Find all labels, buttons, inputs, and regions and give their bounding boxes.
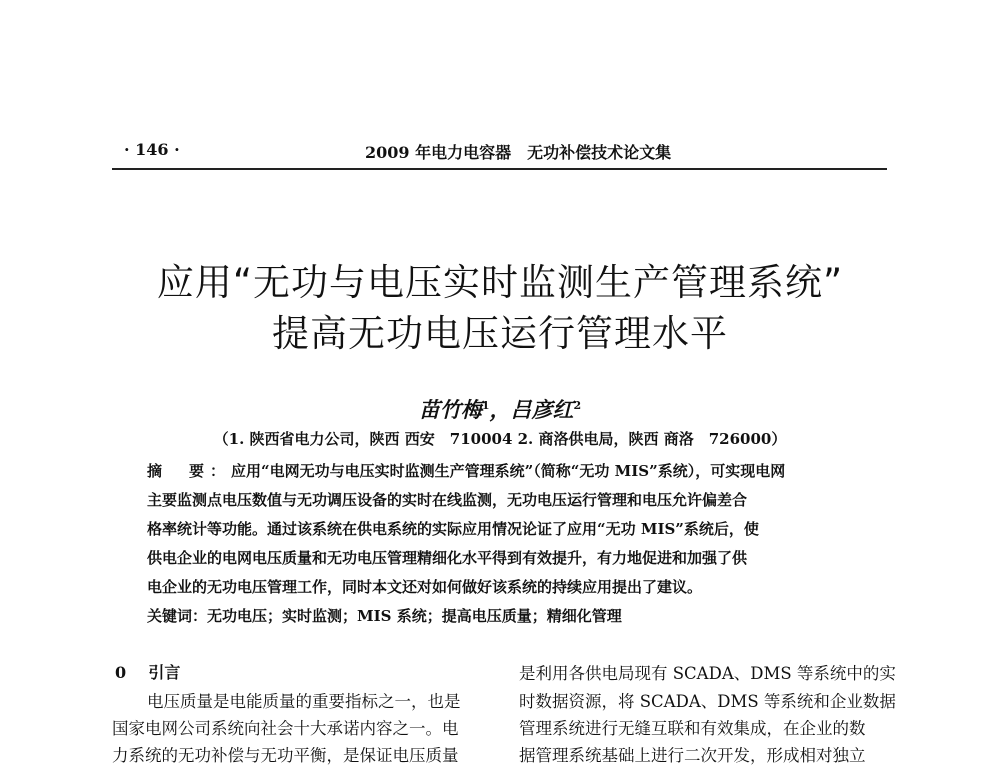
body-right-line: 据管理系统基础上进行二次开发，形成相对独立 <box>519 746 866 765</box>
abstract-line <box>147 460 887 481</box>
paper-title-line-1: 应用“无功与电压实时监测生产管理系统” <box>156 261 844 304</box>
header-rule <box>112 168 887 170</box>
abstract-line: 主要监测点电压数值与无功调压设备的实时在线监测，无功电压运行管理和电压允许偏差合 <box>147 491 748 509</box>
affiliation: （1. 陕西省电力公司，陕西 西安 710004 2. 商洛供电局，陕西 商洛 726000） <box>213 430 787 448</box>
author-2-affiliation-mark: 2 <box>573 399 582 412</box>
running-header <box>112 140 887 164</box>
page-number: · 146 · <box>124 140 180 159</box>
body-right-line: 管理系统进行无缝互联和有效集成，在企业的数 <box>519 719 866 738</box>
journal-title: 2009 年电力电容器 无功补偿技术论文集 <box>365 143 672 162</box>
section-heading <box>115 660 180 683</box>
author-1: 苗竹梅 <box>418 397 482 422</box>
paper-title-line-2: 提高无功电压运行管理水平 <box>272 312 728 355</box>
section-number: 0 <box>115 663 127 682</box>
author-separator: ， <box>489 397 511 422</box>
body-right-line: 时数据资源，将 SCADA、DMS 等系统和企业数据 <box>519 692 896 711</box>
body-left-line: 电压质量是电能质量的重要指标之一，也是 <box>147 692 461 711</box>
abstract-line: 供电企业的电网电压质量和无功电压管理精细化水平得到有效提升，有力地促进和加强了供 <box>147 549 748 567</box>
section-title: 引言 <box>148 663 181 682</box>
keywords-line <box>147 605 887 626</box>
abstract-line: 电企业的无功电压管理工作，同时本文还对如何做好该系统的持续应用提出了建议。 <box>147 578 703 596</box>
keywords-label: 关键词： <box>147 607 208 625</box>
author-line <box>0 394 1000 424</box>
abstract-label: 摘 要： <box>147 462 232 480</box>
body-right-line: 是利用各供电局现有 SCADA、DMS 等系统中的实 <box>519 664 896 683</box>
body-left-line: 国家电网公司系统向社会十大承诺内容之一。电 <box>112 719 459 738</box>
abstract-text: 应用“电网无功与电压实时监测生产管理系统”（简称“无功 MIS”系统），可实现电网 <box>231 462 786 480</box>
author-1-affiliation-mark: 1 <box>481 399 490 412</box>
author-2: 吕彦红 <box>510 397 574 422</box>
body-left-line: 力系统的无功补偿与无功平衡，是保证电压质量 <box>112 746 459 765</box>
keywords-text: 无功电压；实时监测；MIS 系统；提高电压质量；精细化管理 <box>207 607 622 625</box>
abstract-line: 格率统计等功能。通过该系统在供电系统的实际应用情况论证了应用“无功 MIS”系统后，使 <box>147 520 759 538</box>
